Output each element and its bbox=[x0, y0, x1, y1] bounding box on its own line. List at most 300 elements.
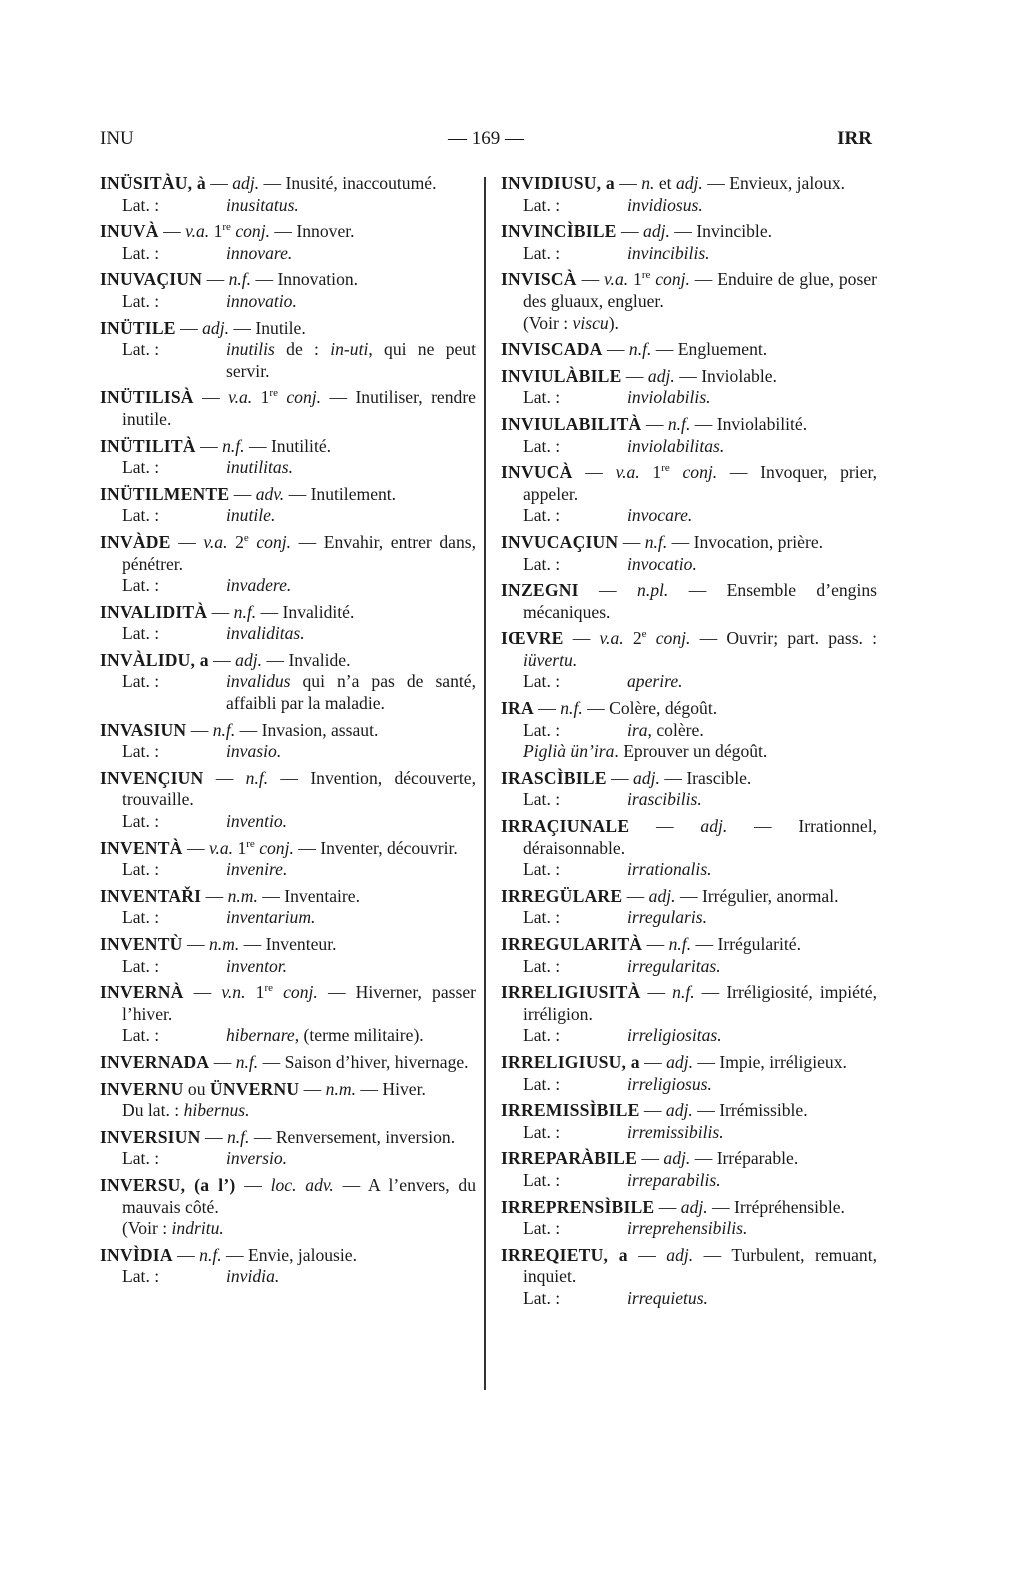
dash: — bbox=[614, 173, 642, 193]
grammar-tag: v.a. bbox=[599, 628, 624, 649]
headword: INVASIUN bbox=[100, 719, 187, 740]
entry-definition-line bbox=[501, 1148, 877, 1170]
dictionary-entry bbox=[501, 414, 877, 457]
definition-text: — Engluement. bbox=[651, 339, 768, 360]
grammar-tag: n.f. bbox=[228, 269, 252, 290]
definition-text: — Irascible. bbox=[659, 767, 752, 788]
grammar-tag: adj. bbox=[232, 173, 260, 193]
entry-definition-line bbox=[501, 886, 877, 908]
entry-definition-line bbox=[100, 1175, 476, 1218]
ordinal-suffix: e bbox=[243, 532, 249, 545]
latin-label: Lat. : bbox=[523, 671, 561, 692]
ordinal-suffix: re bbox=[222, 221, 231, 234]
dictionary-entry bbox=[100, 650, 476, 715]
grammar-tag: adj. bbox=[700, 816, 728, 837]
dash: — bbox=[639, 1051, 667, 1072]
dash: — bbox=[606, 767, 634, 788]
grammar-tag: adj. bbox=[647, 365, 675, 386]
grammar-tag-2: conj. bbox=[248, 531, 292, 552]
latin-word: inusitatus. bbox=[226, 194, 299, 215]
grammar-tag: n.m. bbox=[325, 1078, 356, 1099]
headword: INVALIDITÀ bbox=[100, 601, 208, 622]
latin-value bbox=[226, 505, 476, 527]
grammar-tag: n.f. bbox=[233, 601, 257, 622]
dictionary-entry bbox=[501, 886, 877, 929]
headword: INVIULÀBILE bbox=[501, 365, 622, 386]
grammar-tag-2: conj. bbox=[254, 837, 294, 858]
definition-text: — Ouvrir; part. pass. : bbox=[690, 628, 878, 649]
definition-text: — Irréligiosité, impiété, irréligion. bbox=[523, 982, 877, 1024]
dictionary-entry bbox=[100, 269, 476, 312]
latin-etymology bbox=[501, 1218, 877, 1240]
dash: — bbox=[563, 628, 600, 649]
latin-word: inversio. bbox=[226, 1148, 288, 1169]
grammar-tag: n. bbox=[641, 173, 655, 193]
latin-label: Lat. : bbox=[523, 1121, 561, 1142]
entry-definition-line bbox=[100, 886, 476, 908]
latin-label: Lat. : bbox=[523, 1073, 561, 1094]
latin-etymology bbox=[501, 956, 877, 978]
headword: INVENTAŘI bbox=[100, 885, 202, 906]
grammar-tag: n.f. bbox=[245, 767, 269, 788]
headword: INVISCÀ bbox=[501, 269, 577, 290]
note-italic: indritu. bbox=[171, 1218, 224, 1239]
dictionary-entry bbox=[100, 484, 476, 527]
latin-word: invincibilis. bbox=[627, 242, 710, 263]
headword: INVERSIUN bbox=[100, 1126, 201, 1147]
entry-definition-line bbox=[100, 982, 476, 1025]
latin-value bbox=[627, 1288, 877, 1310]
definition-text: — Turbulent, remuant, inquiet. bbox=[523, 1244, 878, 1287]
latin-etymology bbox=[100, 811, 476, 833]
definition-text: — Innover. bbox=[270, 221, 355, 242]
latin-etymology bbox=[100, 1025, 476, 1047]
entry-definition-line bbox=[501, 1245, 877, 1288]
grammar-tag: adj. bbox=[235, 649, 263, 670]
latin-value bbox=[226, 1148, 476, 1170]
grammar-tag: v.a. bbox=[203, 531, 228, 552]
dictionary-entry bbox=[100, 1079, 476, 1122]
entry-note bbox=[100, 1218, 476, 1240]
dictionary-entry bbox=[501, 768, 877, 811]
latin-label: Lat. : bbox=[122, 575, 160, 596]
dash: — bbox=[642, 934, 669, 954]
grammar-tag: adj. bbox=[665, 1100, 693, 1121]
dash: — bbox=[229, 483, 256, 504]
latin-etymology bbox=[100, 1148, 476, 1170]
headword: INVISCADA bbox=[501, 339, 603, 360]
grammar-tag: v.a. bbox=[208, 837, 234, 858]
latin-etymology bbox=[501, 1170, 877, 1192]
entry-definition-line bbox=[501, 532, 877, 554]
grammar-tag-2: conj. bbox=[230, 221, 271, 242]
dash: — bbox=[208, 649, 236, 670]
dictionary-entry bbox=[501, 1100, 877, 1143]
latin-label: Lat. : bbox=[523, 955, 561, 976]
latin-gloss: de : bbox=[274, 339, 331, 360]
latin-value bbox=[627, 1122, 877, 1144]
latin-label: Lat. : bbox=[122, 907, 160, 928]
dash: — bbox=[637, 1148, 664, 1169]
latin-value bbox=[627, 789, 877, 811]
grammar-tag: v.a. bbox=[228, 387, 253, 408]
latin-value bbox=[226, 1266, 476, 1288]
latin-word: inutilis bbox=[226, 339, 275, 360]
headword: INVÌDIA bbox=[100, 1244, 173, 1265]
entry-definition-line bbox=[100, 221, 476, 243]
latin-label: Lat. : bbox=[122, 671, 160, 692]
grammar-tag: n.pl. bbox=[637, 580, 669, 601]
latin-word: irrequietus. bbox=[627, 1287, 708, 1308]
ordinal-suffix: re bbox=[661, 462, 670, 475]
definition-text: — Enduire de glue, poser des gluaux, engluer. bbox=[523, 269, 877, 311]
conjugation-number: 2 bbox=[227, 531, 244, 552]
latin-etymology bbox=[501, 554, 877, 576]
definition-text: — Invalidité. bbox=[256, 601, 355, 622]
latin-label: Lat. : bbox=[523, 553, 561, 574]
header-right-guide-word: IRR bbox=[837, 128, 872, 149]
latin-word: inutile. bbox=[226, 505, 276, 526]
grammar-tag: n.f. bbox=[672, 982, 695, 1003]
definition-text: — Invention, découverte, trouvaille. bbox=[122, 767, 477, 810]
latin-word: irrationalis. bbox=[627, 859, 712, 880]
dash: — bbox=[629, 816, 701, 837]
conjugation-number: 2 bbox=[623, 628, 642, 649]
latin-etymology bbox=[100, 671, 476, 714]
dictionary-entry bbox=[100, 1175, 476, 1240]
dictionary-entry bbox=[501, 628, 877, 693]
definition-text: — Invocation, prière. bbox=[667, 531, 824, 552]
latin-gloss: qui n’a pas de santé, affaibli par la maladie. bbox=[226, 671, 476, 714]
definition-text: — Innovation. bbox=[251, 269, 359, 290]
headword: INVIULABILITÀ bbox=[501, 413, 642, 434]
dash: — bbox=[622, 885, 649, 906]
dash: — bbox=[172, 1244, 200, 1265]
latin-label: Lat. : bbox=[523, 387, 561, 408]
grammar-tag: v.n. bbox=[221, 982, 246, 1003]
latin-etymology bbox=[100, 623, 476, 645]
latin-value bbox=[226, 623, 476, 645]
dictionary-entry bbox=[100, 221, 476, 264]
ordinal-suffix: re bbox=[641, 269, 651, 282]
entry-definition-line bbox=[501, 1052, 877, 1074]
ordinal-suffix: e bbox=[641, 628, 647, 641]
grammar-tag: n.f. bbox=[668, 934, 692, 954]
latin-word: irremissibilis. bbox=[627, 1121, 724, 1142]
latin-word: invocatio. bbox=[627, 553, 697, 574]
grammar-tag: loc. adv. bbox=[270, 1174, 334, 1195]
latin-word: invidia. bbox=[226, 1266, 280, 1287]
latin-word: innovatio. bbox=[226, 290, 297, 311]
latin-etymology bbox=[100, 457, 476, 479]
definition-text: — Saison d’hiver, hivernage. bbox=[258, 1051, 469, 1072]
latin-label: Lat. : bbox=[122, 339, 160, 360]
entry-definition-line bbox=[501, 768, 877, 790]
grammar-tag: v.a. bbox=[185, 221, 210, 242]
latin-value bbox=[226, 741, 476, 763]
entry-definition-line bbox=[501, 1197, 877, 1219]
latin-label: Lat. : bbox=[122, 1148, 160, 1169]
latin-value bbox=[627, 1074, 877, 1096]
headword: IRRAÇIUNALE bbox=[501, 816, 630, 837]
latin-etymology bbox=[100, 243, 476, 265]
latin-value bbox=[627, 505, 877, 527]
definition-text: — Inventer, découvrir. bbox=[293, 837, 458, 858]
column-divider bbox=[484, 177, 486, 1390]
grammar-tag: n.f. bbox=[222, 435, 245, 456]
dash: — bbox=[639, 1100, 666, 1121]
headword: IRREMISSÌBILE bbox=[501, 1100, 640, 1121]
latin-label: Lat. : bbox=[122, 194, 160, 215]
grammar-tag: n.f. bbox=[212, 719, 236, 740]
dash: — bbox=[182, 934, 209, 954]
dash: — bbox=[182, 837, 209, 858]
entry-definition-line bbox=[100, 1079, 476, 1101]
definition-text: — Invasion, assaut. bbox=[235, 719, 379, 740]
definition-text: — Irrationnel, déraisonnable. bbox=[523, 816, 877, 858]
grammar-tag: n.f. bbox=[560, 698, 583, 719]
grammar-tag: adj. bbox=[202, 317, 229, 338]
dictionary-entry bbox=[501, 816, 877, 881]
dash: — bbox=[186, 719, 213, 740]
entry-definition-line bbox=[100, 1245, 476, 1267]
latin-word: inutilitas. bbox=[226, 457, 293, 478]
entry-definition-line bbox=[501, 580, 877, 623]
dictionary-entry bbox=[501, 1052, 877, 1095]
dash: — bbox=[205, 173, 233, 193]
latin-etymology bbox=[100, 291, 476, 313]
latin-etymology bbox=[100, 1266, 476, 1288]
latin-word: invasio. bbox=[226, 741, 282, 762]
definition-text: — Irrépréhensible. bbox=[707, 1196, 845, 1217]
latin-etymology bbox=[501, 671, 877, 693]
headword: INVENTÀ bbox=[100, 837, 183, 858]
headword: IŒVRE bbox=[501, 628, 564, 649]
definition-italic: iüvertu. bbox=[523, 649, 578, 670]
definition-text: — Hiver. bbox=[355, 1078, 426, 1099]
definition-text: — Hiverner, passer l’hiver. bbox=[122, 982, 476, 1024]
headword: INÜTILITÀ bbox=[100, 435, 196, 456]
latin-word: aperire. bbox=[627, 671, 683, 692]
latin-value bbox=[627, 859, 877, 881]
dash: — bbox=[183, 982, 222, 1003]
grammar-tag: adj. bbox=[648, 885, 676, 906]
latin-value bbox=[627, 671, 877, 693]
latin-word: irregularis. bbox=[627, 907, 707, 928]
grammar-tag: adj. bbox=[663, 1148, 691, 1169]
conjugation-number: 1 bbox=[245, 982, 265, 1003]
definition-text: — Ensemble d’engins mécaniques. bbox=[523, 580, 878, 622]
entry-definition-line bbox=[501, 462, 877, 505]
dash: — bbox=[203, 767, 246, 788]
definition-text: — Inutilement. bbox=[284, 483, 397, 504]
dictionary-entry bbox=[501, 698, 877, 763]
latin-value bbox=[226, 859, 476, 881]
latin-etymology bbox=[501, 387, 877, 409]
entry-definition-line bbox=[501, 816, 877, 859]
entry-definition-line bbox=[100, 269, 476, 291]
latin-value bbox=[627, 436, 877, 458]
latin-word: hibernare bbox=[226, 1025, 295, 1046]
latin-label: Lat. : bbox=[122, 242, 160, 263]
definition-text: — Irrémissible. bbox=[692, 1100, 808, 1121]
definition-text: — Inutiliser, rendre inutile. bbox=[122, 387, 476, 429]
latin-value bbox=[226, 811, 476, 833]
entry-definition-line bbox=[501, 628, 877, 671]
dictionary-entry bbox=[100, 982, 476, 1047]
dictionary-entry bbox=[501, 982, 877, 1047]
dash: — bbox=[200, 1126, 227, 1147]
headword: INVINCÌBILE bbox=[501, 221, 617, 242]
headword: INÜTILMENTE bbox=[100, 483, 230, 504]
conjugation-number: 1 bbox=[628, 269, 642, 290]
headword: IRASCÌBILE bbox=[501, 767, 607, 788]
dictionary-entry bbox=[501, 462, 877, 527]
latin-etymology bbox=[501, 1074, 877, 1096]
entry-definition-line bbox=[100, 532, 476, 575]
entry-definition-line bbox=[501, 221, 877, 243]
latin-label: Lat. : bbox=[523, 194, 561, 215]
definition-text: — Inviolabilité. bbox=[690, 413, 808, 434]
page-header bbox=[100, 128, 872, 154]
right-column bbox=[501, 173, 877, 1315]
dash: — bbox=[158, 221, 186, 242]
definition-text: — Irrégularité. bbox=[691, 934, 802, 954]
latin-label: Lat. : bbox=[122, 1025, 160, 1046]
latin-label: Lat. : bbox=[523, 907, 561, 928]
dictionary-entry bbox=[100, 436, 476, 479]
entry-definition-line bbox=[100, 602, 476, 624]
conjugation-number: 1 bbox=[252, 387, 270, 408]
grammar-tag-2: conj. bbox=[669, 462, 718, 483]
latin-label: Lat. : bbox=[523, 1169, 561, 1190]
latin-word: innovare. bbox=[226, 242, 293, 263]
headword: IRRELIGIUSU, a bbox=[501, 1051, 640, 1072]
latin-word: inventarium. bbox=[226, 907, 316, 928]
headword: INVUCAÇIUN bbox=[501, 531, 619, 552]
latin-word: irascibilis. bbox=[627, 789, 702, 810]
definition-text: — Colère, dégoût. bbox=[582, 698, 718, 719]
entry-definition-line bbox=[100, 173, 476, 195]
latin-value bbox=[627, 1025, 877, 1047]
dash: — bbox=[533, 698, 561, 719]
latin-value bbox=[226, 956, 476, 978]
definition-text: — Irréparable. bbox=[690, 1148, 799, 1169]
latin-label: Lat. : bbox=[122, 290, 160, 311]
dash: — bbox=[640, 982, 673, 1003]
latin-value bbox=[627, 554, 877, 576]
dictionary-entry bbox=[501, 1197, 877, 1240]
latin-word: invalidus bbox=[226, 671, 291, 692]
dictionary-entry bbox=[100, 934, 476, 977]
latin-etymology bbox=[501, 1288, 877, 1310]
grammar-tag: n.f. bbox=[628, 339, 652, 360]
dash: — bbox=[170, 531, 204, 552]
headword: IRRELIGIUSITÀ bbox=[501, 982, 641, 1003]
latin-word: inventor. bbox=[226, 955, 288, 976]
latin-word-2: in-uti bbox=[330, 339, 369, 360]
entry-definition-line bbox=[501, 414, 877, 436]
headword: INUVÀ bbox=[100, 221, 159, 242]
grammar-tag: adj. bbox=[666, 1051, 693, 1072]
definition-text: — Impie, irréligieux. bbox=[692, 1051, 847, 1072]
definition-text: — Inutile. bbox=[229, 317, 306, 338]
dash: — bbox=[572, 462, 616, 483]
dash: — bbox=[202, 269, 229, 290]
latin-label: Lat. : bbox=[523, 242, 561, 263]
dash: — bbox=[641, 413, 668, 434]
entry-definition-line bbox=[100, 768, 476, 811]
grammar-tag: n.m. bbox=[208, 934, 240, 954]
latin-word: irregularitas. bbox=[627, 955, 721, 976]
dash: — bbox=[201, 885, 228, 906]
latin-label: Lat. : bbox=[122, 505, 160, 526]
grammar-tag-2: conj. bbox=[650, 269, 690, 290]
latin-word: irreligiosus. bbox=[627, 1073, 712, 1094]
latin-etymology bbox=[100, 339, 476, 382]
latin-word: irreprehensibilis. bbox=[627, 1218, 748, 1239]
note-label: (Voir : bbox=[523, 312, 573, 333]
dash: — bbox=[195, 435, 223, 456]
dictionary-entry bbox=[501, 1245, 877, 1310]
latin-etymology bbox=[501, 195, 877, 217]
grammar-tag: n.f. bbox=[235, 1051, 259, 1072]
dash: — bbox=[175, 317, 203, 338]
headword: IRREPARÀBILE bbox=[501, 1148, 638, 1169]
note-end: ). bbox=[608, 312, 619, 333]
headword: INVERNADA bbox=[100, 1051, 210, 1072]
dictionary-entry bbox=[501, 173, 877, 216]
grammar-tag: adv. bbox=[255, 483, 285, 504]
entry-definition-line bbox=[100, 934, 476, 956]
latin-label: Lat. : bbox=[523, 789, 561, 810]
definition-text: — Inviolable. bbox=[674, 365, 777, 386]
latin-etymology bbox=[501, 505, 877, 527]
headword: INVERNÀ bbox=[100, 982, 184, 1003]
entry-definition-line bbox=[501, 1100, 877, 1122]
dictionary-entry bbox=[501, 1148, 877, 1191]
headword: IRREGÜLARE bbox=[501, 885, 623, 906]
dictionary-entry bbox=[100, 1052, 476, 1074]
latin-etymology bbox=[501, 1122, 877, 1144]
grammar-tag: n.f. bbox=[199, 1244, 222, 1265]
latin-value bbox=[226, 243, 476, 265]
grammar-tag: v.a. bbox=[604, 269, 629, 290]
grammar-tag: v.a. bbox=[615, 462, 640, 483]
latin-etymology bbox=[100, 575, 476, 597]
dash: — bbox=[578, 580, 638, 601]
latin-word: invocare. bbox=[627, 505, 693, 526]
headword: INVIDIUSU, a bbox=[501, 173, 615, 193]
latin-word: inviolabilitas. bbox=[627, 435, 725, 456]
entry-definition-line bbox=[100, 318, 476, 340]
dictionary-entry bbox=[100, 387, 476, 430]
dash: — bbox=[209, 1051, 236, 1072]
grammar-tag: adj. bbox=[633, 767, 660, 788]
grammar-tag: n.f. bbox=[667, 413, 691, 434]
dash: — bbox=[627, 1244, 667, 1265]
headword: INVÀLIDU, a bbox=[100, 649, 209, 670]
definition-text: — Envie, jalousie. bbox=[221, 1244, 357, 1265]
latin-etymology bbox=[501, 1025, 877, 1047]
latin-etymology bbox=[100, 741, 476, 763]
latin-label: Lat. : bbox=[122, 859, 160, 880]
latin-word: irreligiositas. bbox=[627, 1025, 722, 1046]
entry-definition-line bbox=[501, 339, 877, 361]
entry-note bbox=[100, 1100, 476, 1122]
latin-value bbox=[226, 339, 476, 382]
grammar-tag: n.f. bbox=[226, 1126, 250, 1147]
